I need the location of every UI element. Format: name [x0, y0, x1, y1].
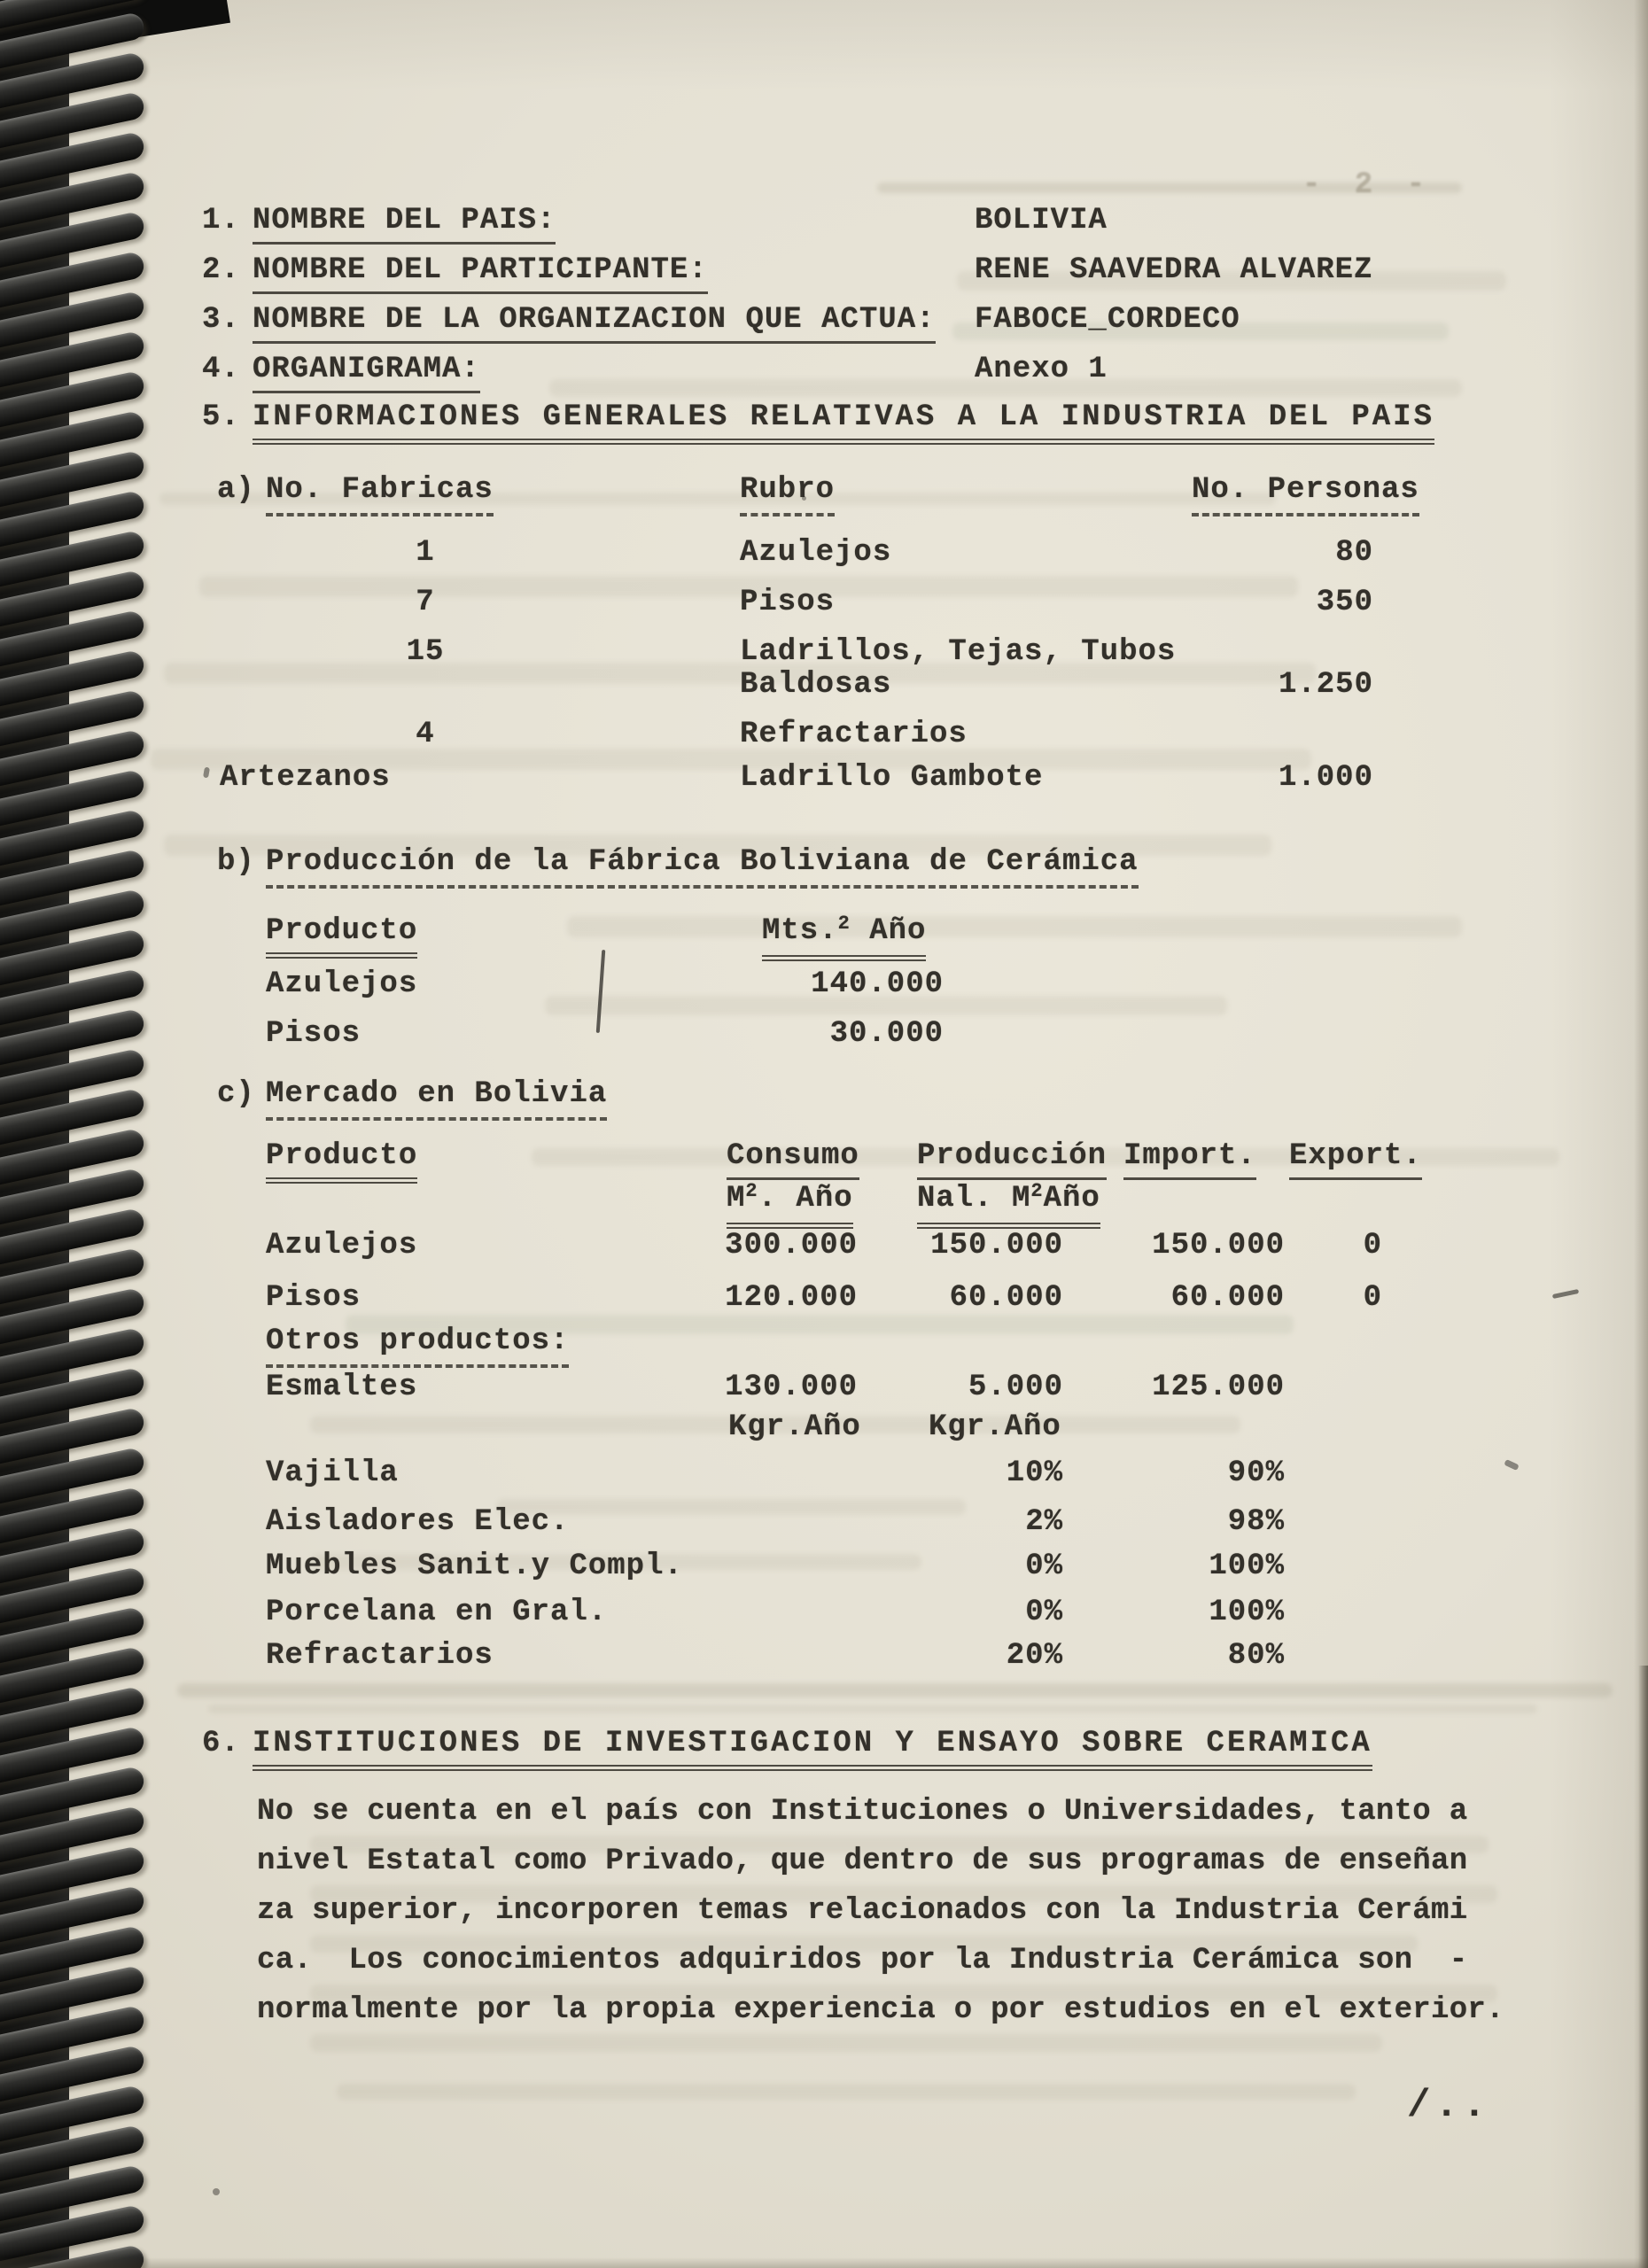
section-title: INSTITUCIONES DE INVESTIGACION Y ENSAYO SOBRE CERAMICA	[253, 1725, 1372, 1771]
subsection-label: a)	[217, 473, 255, 507]
unit-label: Kgr.Año	[728, 1410, 861, 1444]
subsection-label: b)	[217, 845, 255, 879]
fabricas-count-cell: 7	[416, 586, 435, 619]
page-number: - 2 -	[1302, 168, 1434, 202]
pen-tick	[1552, 1289, 1579, 1299]
import-cell: 90%	[1227, 1456, 1285, 1490]
producto-cell: Vajilla	[266, 1456, 399, 1490]
bleed-line	[337, 2084, 1356, 2100]
field-label: NOMBRE DE LA ORGANIZACION QUE ACTUA:	[253, 301, 936, 344]
col-header-export: Export.	[1289, 1138, 1422, 1180]
page-edge-shadow-bottom	[0, 2257, 1648, 2268]
field-label: NOMBRE DEL PARTICIPANTE:	[253, 252, 708, 294]
produccion-cell: 0%	[1025, 1550, 1063, 1583]
rubro-cell: Ladrillo Gambote	[740, 761, 1044, 795]
personas-cell: 1.250	[1278, 668, 1373, 702]
superscript-2: 2	[745, 1180, 758, 1202]
col-header-mts-ano	[762, 913, 926, 961]
section-number: 5.	[202, 400, 240, 434]
col-header-import: Import.	[1123, 1138, 1256, 1180]
bleed-line	[310, 2034, 1382, 2052]
producto-cell: Azulejos	[266, 967, 418, 1001]
produccion-cell: 2%	[1025, 1505, 1063, 1539]
field-value: BOLIVIA	[975, 204, 1108, 237]
produccion-cell: 0%	[1025, 1596, 1063, 1629]
produccion-cell: 60.000	[949, 1281, 1063, 1315]
field-number: 2.	[202, 253, 240, 287]
producto-cell: Esmaltes	[266, 1371, 418, 1404]
field-number: 3.	[202, 303, 240, 337]
field-value: Anexo 1	[975, 353, 1108, 386]
producto-cell: Aisladores Elec.	[266, 1505, 570, 1539]
field-value: FABOCE_CORDECO	[975, 303, 1240, 337]
subsection-title: Mercado en Bolivia	[266, 1076, 607, 1121]
import-cell: 125.000	[1152, 1371, 1285, 1404]
otros-productos-label: Otros productos:	[266, 1323, 569, 1368]
page-edge-dark-corner	[1638, 1666, 1648, 2268]
import-cell: 60.000	[1170, 1281, 1285, 1315]
col-subheader-produccion-unit	[917, 1180, 1100, 1229]
bleed-line	[177, 1683, 1613, 1697]
personas-cell: 350	[1316, 586, 1373, 619]
unit-label: Kgr.Año	[929, 1410, 1061, 1444]
rubro-cell: Azulejos	[740, 536, 892, 570]
field-number: 4.	[202, 353, 240, 386]
personas-cell: 1.000	[1278, 761, 1373, 795]
import-cell: 98%	[1227, 1505, 1285, 1539]
import-cell: 100%	[1209, 1550, 1285, 1583]
produccion-cell: 150.000	[930, 1229, 1063, 1262]
paragraph-line: ca. Los conocimientos adquiridos por la Industria Cerámica son -	[257, 1944, 1468, 1977]
continuation-mark: /..	[1407, 2084, 1491, 2128]
unit-text: M	[727, 1182, 746, 1216]
produccion-cell: 20%	[1006, 1639, 1063, 1673]
col-header-producto: Producto	[266, 913, 417, 959]
col-header-fabricas: No. Fabricas	[266, 471, 494, 517]
col-header-personas: No. Personas	[1192, 471, 1419, 517]
unit-text: Nal. M	[917, 1182, 1031, 1216]
consumo-cell: 120.000	[725, 1281, 858, 1315]
field-label: NOMBRE DEL PAIS:	[253, 202, 556, 245]
export-cell: 0	[1363, 1229, 1382, 1262]
superscript-2: 2	[1030, 1180, 1044, 1202]
section-title: INFORMACIONES GENERALES RELATIVAS A LA INDUSTRIA DEL PAIS	[253, 399, 1434, 445]
superscript-2: 2	[837, 913, 851, 935]
fabricas-count-cell: 1	[416, 536, 435, 570]
import-cell: 100%	[1209, 1596, 1285, 1629]
col-header-rubro: Rubro	[740, 471, 835, 517]
field-label: ORGANIGRAMA:	[253, 351, 480, 393]
spiral-binding	[0, 0, 222, 2268]
fabricas-count-cell: 4	[416, 718, 435, 751]
unit-text: . Año	[758, 1182, 853, 1216]
import-cell: 150.000	[1152, 1229, 1285, 1262]
producto-cell: Pisos	[266, 1017, 361, 1051]
rubro-cell: Refractarios	[740, 718, 968, 751]
export-cell: 0	[1363, 1281, 1382, 1315]
paragraph-line: normalmente por la propia experiencia o por estudios en el exterior.	[257, 1993, 1504, 2027]
bleed-line	[567, 916, 1462, 937]
ink-dot	[802, 496, 806, 501]
col-header-producto: Producto	[266, 1138, 417, 1184]
col-subheader-consumo-unit	[727, 1180, 853, 1229]
personas-cell: 80	[1335, 536, 1373, 570]
producto-cell: Pisos	[266, 1281, 361, 1315]
bleed-line	[208, 1705, 1537, 1713]
rubro-cell: Pisos	[740, 586, 836, 619]
consumo-cell: 130.000	[725, 1371, 858, 1404]
produccion-cell: 5.000	[968, 1371, 1063, 1404]
import-cell: 80%	[1227, 1639, 1285, 1673]
produccion-cell: 10%	[1006, 1456, 1063, 1490]
unit-text: Año	[1043, 1182, 1100, 1216]
producto-cell: Muebles Sanit.y Compl.	[266, 1550, 683, 1583]
subsection-label: c)	[217, 1077, 255, 1111]
rubro-cell: Ladrillos, Tejas, Tubos	[740, 635, 1177, 669]
producto-cell: Porcelana en Gral.	[266, 1596, 608, 1629]
field-number: 1.	[202, 204, 240, 237]
col-header-produccion: Producción	[917, 1138, 1107, 1180]
rubro-cell: Baldosas	[740, 668, 892, 702]
paragraph-line: za superior, incorporen temas relacionados con la Industria Cerámi	[257, 1894, 1468, 1928]
field-value: RENE SAAVEDRA ALVAREZ	[975, 253, 1373, 287]
producto-cell: Azulejos	[266, 1229, 418, 1262]
produccion-value-cell: 30.000	[829, 1017, 944, 1051]
col-header-consumo: Consumo	[727, 1138, 859, 1180]
fabricas-count-cell: 15	[406, 635, 445, 669]
pen-tick	[1504, 1459, 1519, 1471]
paragraph-line: No se cuenta en el país con Instituciones o Universidades, tanto a	[257, 1795, 1468, 1829]
produccion-value-cell: 140.000	[811, 967, 944, 1001]
paragraph-line: nivel Estatal como Privado, que dentro de sus programas de enseñan	[257, 1845, 1468, 1878]
unit-text: Año	[850, 914, 927, 948]
producto-cell: Refractarios	[266, 1639, 494, 1673]
subsection-title: Producción de la Fábrica Boliviana de Cerámica	[266, 843, 1139, 889]
fabricas-count-cell: Artezanos	[220, 761, 391, 795]
consumo-cell: 300.000	[725, 1229, 858, 1262]
pen-stroke	[596, 950, 606, 1033]
section-number: 6.	[202, 1727, 240, 1760]
unit-text: Mts.	[762, 914, 838, 948]
